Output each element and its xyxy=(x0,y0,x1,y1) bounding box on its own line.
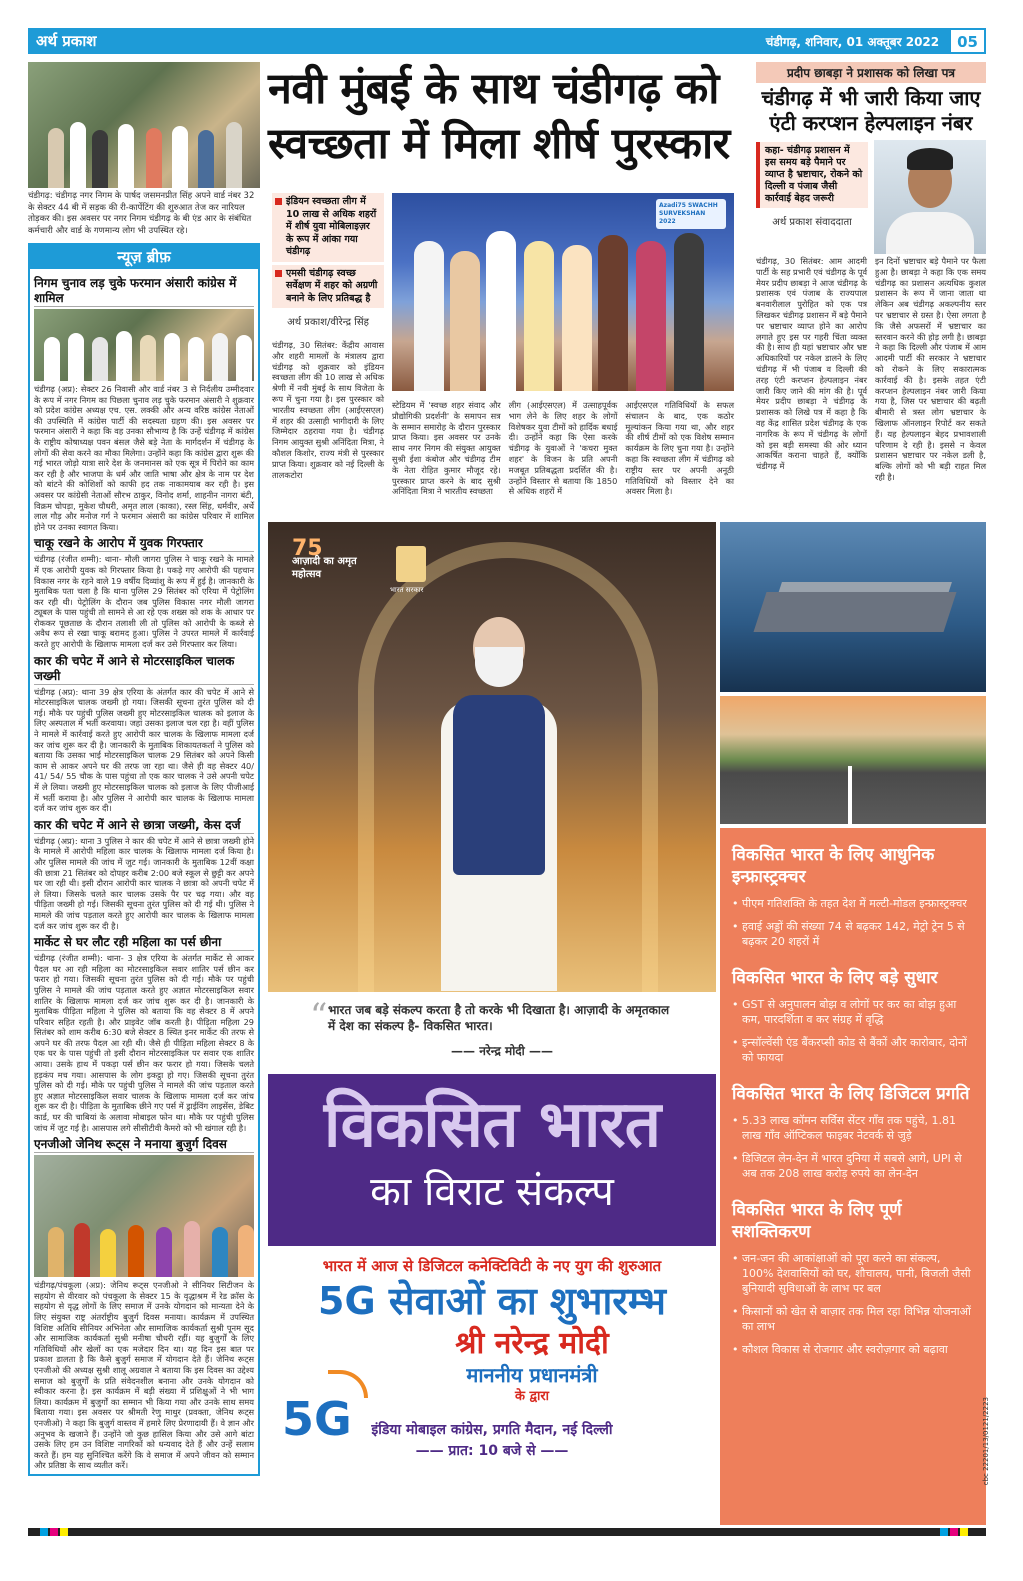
section-item: • पीएम गतिशक्ति के तहत देश में मल्टी-मोडल इन्फ्रास्ट्रक्चर xyxy=(732,896,974,911)
section-item: • डिजिटल लेन-देन में भारत दुनिया में सबसे आगे, UPI से अब तक 208 लाख करोड़ रुपये का लेन-देन xyxy=(732,1151,974,1181)
congress-joining-photo xyxy=(34,309,254,381)
section-title: विकसित भारत के लिए बड़े सुधार xyxy=(732,968,938,988)
section-item: • हवाई अड्डों की संख्या 74 से बढ़कर 142, मेट्रो ट्रेन 5 से बढ़कर 20 शहरों में xyxy=(732,919,974,949)
right-story-kicker: प्रदीप छाबड़ा ने प्रशासक को लिखा पत्र xyxy=(756,62,986,83)
section-title: विकसित भारत के लिए पूर्ण सशक्तिकरण xyxy=(732,1200,902,1242)
swachh-survekshan-banner: Azadi75 SWACHH SURVEKSHAN 2022 xyxy=(656,199,726,229)
azadi-amrit-mahotsav-logo: 75 आज़ादी का अमृत महोत्सव xyxy=(292,536,357,580)
story-text: स्टेडियम में 'स्वच्छ शहर संवाद और प्रौद्योगिकी प्रदर्शनी' के समापन सत्र के सम्मान समारोह के दौरान पुरस्कार प्राप्त किया। इस अवसर पर उनके साथ नगर निगम की संयुक्त आयुक्त सुश्री ईशा कंबोज और चंडीगढ़ टीम के नेता रोहित कुमार मौजूद रहे। पुरस्कार प्राप्त करने के बाद सुश्री अनिंदिता मित्रा ने भारतीय स्वच्छता xyxy=(392,400,501,497)
ad-quote-block xyxy=(268,992,716,1074)
section-item: • कौशल विकास से रोजगार और स्वरोज़गार को बढ़ावा xyxy=(732,1342,974,1357)
brief-body: चंडीगढ़ (रंजीत शम्मी): थाना- मौली जागरा पुलिस ने चाकू रखने के मामले में एक आरोपी युवक को गिरफ्तार किया है। पकड़े गए आरोपी की पहचान विकास नगर के रहने वाले 19 वर्षीय दिव्यांशु के रूप में हुई है। जानकारी के मुताबिक पता चला है कि थाना पुलिस 29 सितंबर को एरिया में पेट्रोलिंग कर रही थी। पेट्रोलिंग के दौरान जब पुलिस विकास नगर मौली जागरा ट्यूबल के पास पहुंची तो सामने से आ रहे एक शख्स को शक के आधार पर रोककर पूछताछ के दौरान तलाशी ली तो पुलिस को आरोपी के कब्जे से अवैध रूप से रखा चाकू बरामद हुआ। पुलिस ने उपरत मामले में कार्रवाई करते हुए आरोपी के खिलाफ मामला दर्ज कर उसे गिरफ्तार कर लिया। xyxy=(34,554,254,650)
brief-body: चंडीगढ़ (अप्र): सेक्टर 26 निवासी और वार्ड नंबर 3 से निर्दलीय उम्मीदवार के रूप में नगर निगम का पिछला चुनाव लड़ चुके फरमान अंसारी ने शुक्रवार को प्रदेश कांग्रेस अध्यक्ष एच. एस. लक्की और अन्य वरिष्ठ कांग्रेस नेताओं की उपस्थिति में कांग्रेस पार्टी की सदस्यता ग्रहण की। इस अवसर पर फरमान अंसारी ने कहा कि वह उनका सौभाग्य है कि उन्हें चंडीगढ़ में कांग्रेस के राष्ट्रीय कोषाध्यक्ष पवन बंसल जैसे बड़े नेता के मार्गदर्शन में चंडीगढ़ के लोगों की सेवा करने का मौका मिलेगा। उन्होंने कहा कि कांग्रेस द्वारा शुरू की गई भारत जोड़ो यात्रा सारे देश के जनमानस को एक सूत्र में पिरोने का काम कर रही है और भाजपा के धर्म और जाति भाषा और क्षेत्र के नाम पर देश को बांटने की कोशिशों को काफी हद तक नाकामयाब कर रही है। इस अवसर पर कांग्रेसी नेताओं सौरभ ठाकुर, विनोद शर्मा, शाहनीन नागरा बंटी, विक्रम चोपड़ा, मुकेश चौधरी, अमृत लाल (काका), रस्ल सिंह, धर्मवीर, अर्थे लाल गौड़ और मनोज गर्ग ने फरमान अंसारी का कांग्रेस परिवार में शामिल होने पर उनका स्वागत किया। xyxy=(34,384,254,532)
print-registration-bar xyxy=(28,1528,986,1536)
magenta-swatch xyxy=(50,1528,58,1536)
award-ceremony-photo xyxy=(392,193,734,391)
brief-headline: चाकू रखने के आरोप में युवक गिरफ्तार xyxy=(34,536,254,552)
yellow-swatch xyxy=(60,1528,68,1536)
brief-headline: कार की चपेट में आने से छात्रा जख्मी, केस दर्ज xyxy=(34,818,254,834)
main-headline: नवी मुंबई के साथ चंडीगढ़ को स्वच्छता में मिला शीर्ष पुरस्कार xyxy=(268,64,730,169)
5g-logo-icon: 5G xyxy=(282,1392,352,1446)
right-story-quote-box xyxy=(756,142,868,234)
page-header xyxy=(28,28,986,54)
road-carpeting-photo xyxy=(28,62,260,188)
gov-label: भारत सरकार xyxy=(390,586,424,594)
section-item: • 5.33 लाख कॉमन सर्विस सेंटर गाँव तक पहुंचे, 1.81 लाख गाँव ऑप्टिकल फाइबर नेटवर्क से जुड़े xyxy=(732,1113,974,1143)
event-venue: इंडिया मोबाइल कांग्रेस, प्रगति मैदान, नई दिल्ली xyxy=(371,1422,613,1438)
story-text: आईएसएल गतिविधियों के सफल संचालन के बाद, एक कठोर मूल्यांकन किया गया था, और शहर की शीर्ष टीमों को एक विशेष सम्मान कार्यक्रम के लिए चुना गया है। उन्होंने कहा कि स्वच्छता लीग में चंडीगढ़ को राष्ट्रीय स्तर पर अपनी अनूठी गतिविधियों को विस्तार देने का अवसर मिला है। xyxy=(625,400,735,497)
brief-body: चंडीगढ़/पंचकूला (अप्र): जेनिथ रूट्स एनजीओ ने सीनियर सिटीजन के सहयोग से वीरवार को पंचकूला के सेक्टर 15 के वृद्धाश्रम में रेड क्रॉस के सहयोग से वृद्ध लोगों के लिए समाज में उनके योगदान को मान्यता देने के लिए संयुक्त राष्ट्र अंतर्राष्ट्रीय बुजुर्ग दिवस मनाया। कार्यक्रम में उपस्थित विशिष्ट अतिथि सीनियर अभिनेता और सामाजिक कार्यकर्ता सुश्री पूनम सूद और सामाजिक कार्यकर्ता सुश्री मनीषा चौधरी रहीं। यह बुजुर्गों के लिए गतिविधियों और खेलों का एक मजेदार दिन था। यह दिन इस बात पर प्रकाश डालता है कि कैसे बुजुर्ग समाज में योगदान देते हैं। जेनिथ रूट्स एनजीओ की अध्यक्ष सुश्री शालू अग्रवाल ने बताया कि इस दिवस का उद्देश्य समाज को बुजुर्गों के प्रति संवेदनशील बनाना और उनके योगदान को स्वीकार करना है। इस कार्यक्रम में बड़ी संख्या में प्रशिक्षुओं ने भी भाग लिया। कार्यक्रम में बुजुर्गों का सम्मान भी किया गया और उनके साथ समय बिताया गया। इस अवसर पर श्रीमती रेणु माथुर (प्रवक्ता, जेनिथ रूट्स एनजीओ) ने कहा कि बुजुर्ग वास्तव में हमारे लिए प्रेरणादायी हैं। वे ज्ञान और अनुभव के खजाने हैं। उन्होंने जो कुछ हासिल किया और उसे आगे बांटा उसके लिए हम उन विशिष्ट नागरिकों को धन्यवाद देते हैं और उन्हें सलाम करते हैं। हम यह सुनिश्चित करेंगे कि वे समाज में अपने जीवन को सम्मान और प्रतिष्ठा के साथ व्यतीत करें। xyxy=(34,1280,254,1471)
pm-figure xyxy=(423,617,573,992)
brief-headline: मार्केट से घर लौट रही महिला का पर्स छीना xyxy=(34,935,254,951)
viksit-bharat-title: विकसित भारत xyxy=(323,1088,661,1162)
section-item: • जन-जन की आकांक्षाओं को पूरा करने का संकल्प, 100% देशवासियों को घर, शौचालय, पानी, बिजली जैसी बुनियादी सुविधाओं के लाभ पर बल xyxy=(732,1251,974,1296)
cyan-swatch xyxy=(940,1528,948,1536)
5g-launch-block xyxy=(268,1246,716,1525)
dateline: चंडीगढ़, शनिवार, 01 अक्तूबर 2022 xyxy=(765,34,940,49)
news-brief-title: न्यूज़ ब्रीफ़ xyxy=(30,245,258,269)
ad-code: cbc 22201/13/0121/2223 xyxy=(982,1396,990,1485)
pm-name: श्री नरेन्द्र मोदी xyxy=(455,1326,609,1361)
right-story-byline: अर्थ प्रकाश संवाददाता xyxy=(772,217,852,228)
viksit-bharat-banner xyxy=(268,1074,716,1246)
newspaper-name: अर्थ प्रकाश xyxy=(36,32,97,50)
brief-body: चंडीगढ़ (रंजीत शम्मी): थाना- 3 क्षेत्र एरिया के अंतर्गत मार्केट से आकर पैदल घर आ रही महिला का मोटरसाइकिल सवार शातिर पर्स छीन कर फरार हो गया। जिसकी सूचना तुरंत पुलिस को दी गई। मौके पर पहुंची पुलिस ने मामले की जांच पड़ताल करते हुए अज्ञात मोटरसाइकिल सवार शातिर के खिलाफ मामला दर्ज कर जांच शुरू कर दी है। जानकारी के मुताबिक पीड़िता महिला ने पुलिस को बताया कि वह सेक्टर 8 में अपने परिवार सहित रहती है। और प्राइवेट जॉब करती है। पीड़िता महिला 29 सितंबर को शाम करीब 6:30 बजे सेक्टर 8 स्थित इनर मार्केट की तरफ से अपने घर की तरफ पैदल आ रही थी। जैसे ही पीड़िता महिला सेक्टर 8 के एक घर के पास पहुंची तो इसी दौरान मोटरसाइकिल पर सवार एक शातिर आया। उसके हाथ में पकड़ा पर्स छीन कर फरार हो गया। जिसके चलते हड़कंप मच गया। आसपास के लोग इकट्ठा हो गए। जिसकी सूचना तुरंत पुलिस को दी गई। मौके पर पहुंची पुलिस ने मामले की जांच पड़ताल करते हुए अज्ञात मोटरसाइकिल सवार चालक के खिलाफ मामला दर्ज कर जांच शुरू कर दी है। पीड़िता के मुताबिक छीने गए पर्स में ड्राईविंग लाइसेंस, डेबिट कार्ड, घर की चाबियां के अलावा मोबाइल फोन था। मौके पर पहुंची पुलिस जांच में जुट गई है। आसपास लगे सीसीटीवी कैमरो को भी खंगाल रही है। xyxy=(34,953,254,1133)
brief-headline: निगम चुनाव लड़ चुके फरमान अंसारी कांग्रेस में शामिल xyxy=(34,276,254,307)
highlight-item: इंडियन स्वच्छता लीग में 10 लाख से अधिक शहरों में शीर्ष युवा मोबिलाइज़र के रूप में आंका गया चंडीगढ़ xyxy=(272,193,384,262)
story-text: चंडीगढ़, 30 सितंबर: आम आदमी पार्टी के सह प्रभारी एवं चंडीगढ़ के पूर्व मेयर प्रदीप छाबड़ा ने आज चंडीगढ़ के प्रशासक एवं पंजाब के राज्यपाल बनवारीलाल पुरोहित को एक पत्र लिखकर चंडीगढ़ प्रशासन में बड़े पैमाने पर भ्रष्टाचार व्याप्त होने का आरोप लगाते हुए इस पर गहरी चिंता व्यक्त की है। साथ ही यहां भ्रष्टाचार और भ्रष्ट अधिकारियों पर नकेल डालने के लिए चंडीगढ़ में भी पंजाब व दिल्ली की तरह एंटी करप्शन हेल्पलाइन नंबर जारी किए जाने की मांग की है। पूर्व मेयर प्रदीप छाबड़ा ने चंडीगढ़ के प्रशासक को लिखे पत्र में कहा है कि वह केंद्र शासित प्रदेश चंडीगढ़ के एक नागरिक के रूप में चंडीगढ़ के लोगों को इस बड़ी समस्या की ओर ध्यान आकर्षित कराना चाहते हैं, क्योंकि चंडीगढ़ में xyxy=(756,256,867,472)
brief-body: चंडीगढ़ (अप्र): थाना 3 पुलिस ने कार की चपेट में आने से छात्रा जख्मी होने के मामले में आरोपी महिला कार चालक के खिलाफ मामला दर्ज किया है। और पुलिस मामले की जांच में जुट गई। जानकारी के मुताबिक 12वीं कक्षा की छात्रा 21 सितंबर को दोपहर करीब 2:00 बजे स्कूल से छुट्टी कर अपने घर जा रही थी। इसी दौरान आरोपी कार चालक ने छात्रा को अपनी चपेट में ले लिया। जिसके चलते कार चालक उसके पैर पर चढ़ गया। और वह पीड़िता जख्मी हो गई। जिसकी सूचना तुरंत पुलिस को दी गई थी। पुलिस ने मामले की जांच पड़ताल करते हुए आरोपी कार चालक के खिलाफ मामला दर्ज कर जांच शुरू कर दी है। xyxy=(34,835,254,931)
5g-title: 5G सेवाओं का शुभारम्भ xyxy=(318,1279,666,1323)
page-number: 05 xyxy=(949,28,986,54)
quote-mark-icon: “ xyxy=(310,996,328,1036)
section-item: • GST से अनुपालन बोझ व लोगों पर कर का बोझ हुआ कम, पारदर्शिता व कर संग्रह में वृद्धि xyxy=(732,997,974,1027)
story-text: लीग (आईएसएल) में उत्साहपूर्वक भाग लेने के लिए शहर के लोगों विशेषकर युवा टीमों को हार्दिक बधाई दी। उन्होंने कहा कि ऐसा करके चंडीगढ़ के युवाओं ने 'कचरा मुक्त शहर' के विजन के प्रति अपनी मजबूत प्रतिबद्धता प्रदर्शित की है। उन्होंने विस्तार से बताया कि 1850 से अधिक शहरों में xyxy=(508,400,618,497)
photo-caption: चंडीगढ़: चंडीगढ़ नगर निगम के पार्षद जसमनप्रीत सिंह अपने वार्ड नंबर 32 के सेक्टर 44 बी में सड़क की री-कार्पेटिंग की शुरुआत तेज कर नारियल तोड़कर की। इस अवसर पर नगर निगम चंडीगढ़ के बी एंड आर के संबंधित कर्मचारी और वार्ड के गणमान्य लोग भी उपस्थित रहे। xyxy=(28,191,255,236)
by-line: के द्वारा xyxy=(514,1389,550,1404)
cyan-swatch xyxy=(40,1528,48,1536)
government-advertisement xyxy=(268,522,990,1525)
yellow-swatch xyxy=(960,1528,968,1536)
brief-body: चंडीगढ़ (अप्र): थाना 39 क्षेत्र एरिया के अंतर्गत कार की चपेट में आने से मोटरसाइकिल चालक जख्मी हो गया। जिसकी सूचना तुरंत पुलिस को दी गई। मौके पर पहुंची पुलिस जख्मी हुए मोटरसाइकिल चालक को इलाज के लिए अस्पताल में भर्ती करवाया। जहां उसका इलाज चल रहा है। वहीं पुलिस ने मामले में कार्रवाई करते हुए आरोपी कार चालक के खिलाफ मामला दर्ज कर जांच शुरू कर दी है। जानकारी के मुताबिक शिकायतकर्ता ने पुलिस को बताया कि उसका भाई मोटरसाइकिल चालक 29 सितंबर को अपने किसी काम से आकर अपने घर की तरफ जा रहा था। जैसे ही वह सेक्टर 40/ 41/ 54/ 55 चौक के पास पहुंचा तो एक कार चालक ने उसे अपनी चपेट में ले लिया। जख्मी हुए मोटरसाइकिल चालक को इलाज के लिए पीजीआई में भर्ती कराया है। और पुलिस ने आरोपी कार चालक के खिलाफ मामला दर्ज कर जांच शुरू कर दी। xyxy=(34,686,254,814)
main-story-highlights xyxy=(272,193,384,328)
right-story xyxy=(756,62,986,136)
right-story-quote: कहा- चंडीगढ़ प्रशासन में इस समय बड़े पैमाने पर व्याप्त है भ्रष्टाचार, रोकने को दिल्ली व पंजाब जैसी कार्रवाई बेहद जरूरी xyxy=(756,142,868,208)
section-title: विकसित भारत के लिए डिजिटल प्रगति xyxy=(732,1084,970,1104)
5g-intro: भारत में आज से डिजिटल कनेक्टिविटी के नए युग की शुरुआत xyxy=(322,1257,662,1275)
magenta-swatch xyxy=(950,1528,958,1536)
story-text: इन दिनों भ्रष्टाचार बड़े पैमाने पर फैला हुआ है। छाबड़ा ने कहा कि एक समय चंडीगढ़ का प्रशासन अत्यधिक कुशल प्रशासन के रूप में जाना जाता था लेकिन अब चंडीगढ़ अकल्पनीय स्तर पर भ्रष्टाचार से ग्रस्त है। ऐसा लगता है कि जैसे अफसरों में भ्रष्टाचार का स्तरवान करने की होड़ लगी है। छाबड़ा ने कहा कि दिल्ली और पंजाब में आम आदमी पार्टी की सरकार ने भ्रष्टाचार को रोकने के लिए सकारात्मक कार्रवाई की है। इसके तहत एंटी करप्शन हेल्पलाइन नंबर जारी किया गया है, जिस पर भ्रष्टाचार की बढ़ती बीमारी से त्रस्त लोग भ्रष्टाचार के खिलाफ ऑनलाइन रिपोर्ट कर सकते हैं। यह हेल्पलाइन बेहद प्रभावशाली परिणाम दे रही है। इससे न केवल प्रशासन भ्रष्टाचार पर नकेल डली है, बल्कि लोगों को भी बड़ी राहत मिल रही है। xyxy=(875,256,986,482)
national-emblem-icon xyxy=(396,546,426,582)
section-item: • किसानों को खेत से बाज़ार तक मिल रहा विभिन्न योजनाओं का लाभ xyxy=(732,1304,974,1334)
right-story-headline: चंडीगढ़ में भी जारी किया जाए एंटी करप्शन हेल्पलाइन नंबर xyxy=(761,86,981,135)
expressway-image xyxy=(720,696,986,824)
news-brief-box xyxy=(28,243,260,1476)
brief-headline: कार की चपेट में आने से मोटरसाइकिल चालक जख्मी xyxy=(34,654,254,685)
left-column xyxy=(28,62,260,1522)
right-story-cols xyxy=(756,256,986,483)
achievements-panel xyxy=(720,828,990,1525)
event-time: —— प्रात: 10 बजे से —— xyxy=(415,1443,569,1459)
pradeep-chhabra-portrait xyxy=(874,140,986,254)
main-story-col-1 xyxy=(272,340,384,480)
story-text: चंडीगढ़, 30 सितंबर: केंद्रीय आवास और शहरी मामलों के मंत्रालय द्वारा चंडीगढ़ को शुक्रवार को इंडियन स्वच्छता लीग की 10 लाख से अधिक श्रेणी में नवी मुंबई के साथ विजेता के रूप में चुना गया है। इस पुरस्कार को भारतीय स्वच्छता लीग (आईएसएल) में शहर की उत्साही भागीदारी के लिए जिम्मेदार ठहराया गया है। चंडीगढ़ निगम आयुक्त सुश्री अनिंदिता मित्रा, ने कौशल किशोर, राज्य मंत्री से पुरस्कार प्राप्त किया। शुक्रवार को नई दिल्ली के तालकटोरा xyxy=(272,340,384,480)
main-story-cols xyxy=(392,400,734,497)
section-item: • इन्सॉल्वेंसी एंड बैंकरप्सी कोड से बैंकों और कारोबार, दोनों को फायदा xyxy=(732,1035,974,1065)
main-story-byline: अर्थ प्रकाश/वीरेन्द्र सिंह xyxy=(287,317,369,328)
viksit-bharat-subtitle: का विराट संकल्प xyxy=(370,1169,614,1215)
elderly-day-photo xyxy=(34,1155,254,1277)
pm-hero-image xyxy=(268,522,716,992)
main-story-headline-block xyxy=(268,62,748,172)
aircraft-carrier-image xyxy=(720,522,986,692)
highlight-item: एमसी चंडीगढ़ स्वच्छ सर्वेक्षण में शहर को अग्रणी बनाने के लिए प्रतिबद्ध है xyxy=(272,265,384,309)
brief-headline: एनजीओ जेनिथ रूट्स ने मनाया बुजुर्ग दिवस xyxy=(34,1137,254,1153)
ad-quote-text: भारत जब बड़े संकल्प करता है तो करके भी दिखाता है। आज़ादी के अमृतकाल में देश का संकल्प है- विकसित भारत। xyxy=(328,1003,670,1033)
pm-designation: माननीय प्रधानमंत्री xyxy=(466,1363,598,1387)
ad-quote-signature: —— नरेन्द्र मोदी —— xyxy=(451,1044,553,1058)
section-title: विकसित भारत के लिए आधुनिक इन्फ्रास्ट्रक्चर xyxy=(732,845,935,887)
